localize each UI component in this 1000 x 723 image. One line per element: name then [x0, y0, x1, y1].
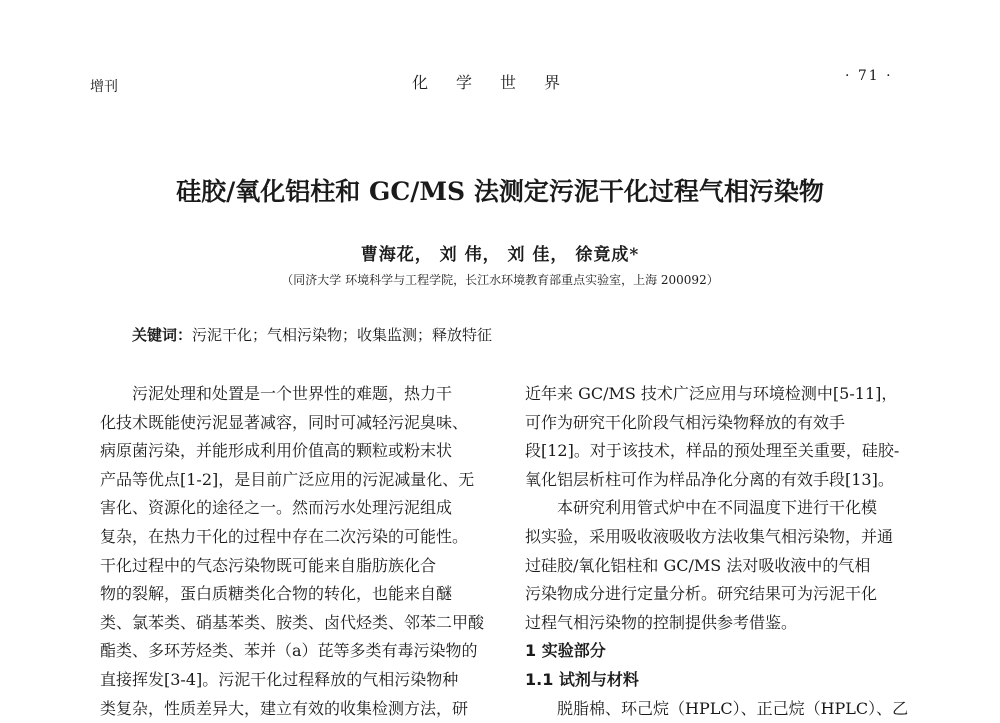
subsection-heading: 1.1 试剂与材料	[525, 669, 639, 689]
paragraph-line: 物的裂解，蛋白质糖类化合物的转化，也能来自醚	[100, 584, 453, 604]
paragraph-line: 可作为研究干化阶段气相污染物释放的有效手	[525, 412, 846, 432]
paragraph-line: 直接挥发[3-4]。污泥干化过程释放的气相污染物种	[100, 669, 459, 689]
section-heading: 1 实验部分	[525, 641, 606, 661]
keywords-label: 关键词：	[132, 326, 193, 344]
paragraph-line: 过硅胶/氧化铝柱和 GC/MS 法对吸收液中的气相	[525, 555, 871, 575]
left-column	[100, 380, 495, 723]
paragraph-line: 氧化铝层析柱可作为样品净化分离的有效手段[13]。	[525, 469, 894, 489]
keywords-text: 污泥干化；气相污染物；收集监测；释放特征	[192, 326, 493, 344]
paragraph-line: 病原菌污染，并能形成利用价值高的颗粒或粉末状	[100, 441, 453, 461]
right-column	[525, 380, 920, 723]
affiliation: （同济大学 环境科学与工程学院，长江水环境教育部重点实验室，上海 200092）	[281, 273, 719, 287]
paragraph-line: 化技术既能使污泥显著减容，同时可减轻污泥臭味、	[100, 412, 469, 432]
paragraph-line: 产品等优点[1-2]，是目前广泛应用的污泥减量化、无	[100, 469, 475, 489]
authors: 曹海花， 刘 伟， 刘 佳， 徐竟成*	[360, 245, 640, 265]
paragraph-line: 害化、资源化的途径之一。然而污水处理污泥组成	[100, 498, 453, 518]
paragraph-line: 复杂，在热力干化的过程中存在二次污染的可能性。	[100, 526, 469, 546]
page-number: · 71 ·	[845, 68, 893, 84]
paragraph-line: 类、氯苯类、硝基苯类、胺类、卤代烃类、邻苯二甲酸	[100, 612, 485, 632]
paragraph-line: 近年来 GC/MS 技术广泛应用与环境检测中[5-11]，	[525, 384, 898, 403]
paragraph-line: 脱脂棉、环己烷（HPLC）、正己烷（HPLC）、乙	[557, 698, 909, 718]
paragraph-line: 过程气相污染物的控制提供参考借鉴。	[525, 612, 798, 632]
paragraph-line: 类复杂，性质差异大，建立有效的收集检测方法，研	[100, 698, 469, 718]
paragraph-line: 污染物成分进行定量分析。研究结果可为污泥干化	[525, 584, 878, 604]
paragraph-line: 拟实验，采用吸收液吸收方法收集气相污染物，并通	[525, 526, 894, 546]
paragraph-line: 干化过程中的气态污染物既可能来自脂肪族化合	[100, 555, 437, 575]
paragraph-line: 污泥处理和处置是一个世界性的难题，热力干	[132, 384, 453, 403]
keywords	[132, 324, 492, 345]
article-title: 硅胶/氧化铝柱和 GC/MS 法测定污泥干化过程气相污染物	[176, 177, 824, 206]
journal-name: 化学世界	[412, 73, 589, 92]
paragraph-line: 段[12]。对于该技术，样品的预处理至关重要，硅胶-	[525, 441, 900, 461]
paragraph-line: 本研究利用管式炉中在不同温度下进行干化模	[557, 498, 878, 518]
running-header-left: 增刊	[90, 79, 118, 95]
paragraph-line: 酯类、多环芳烃类、苯并（a）芘等多类有毒污染物的	[100, 641, 478, 661]
